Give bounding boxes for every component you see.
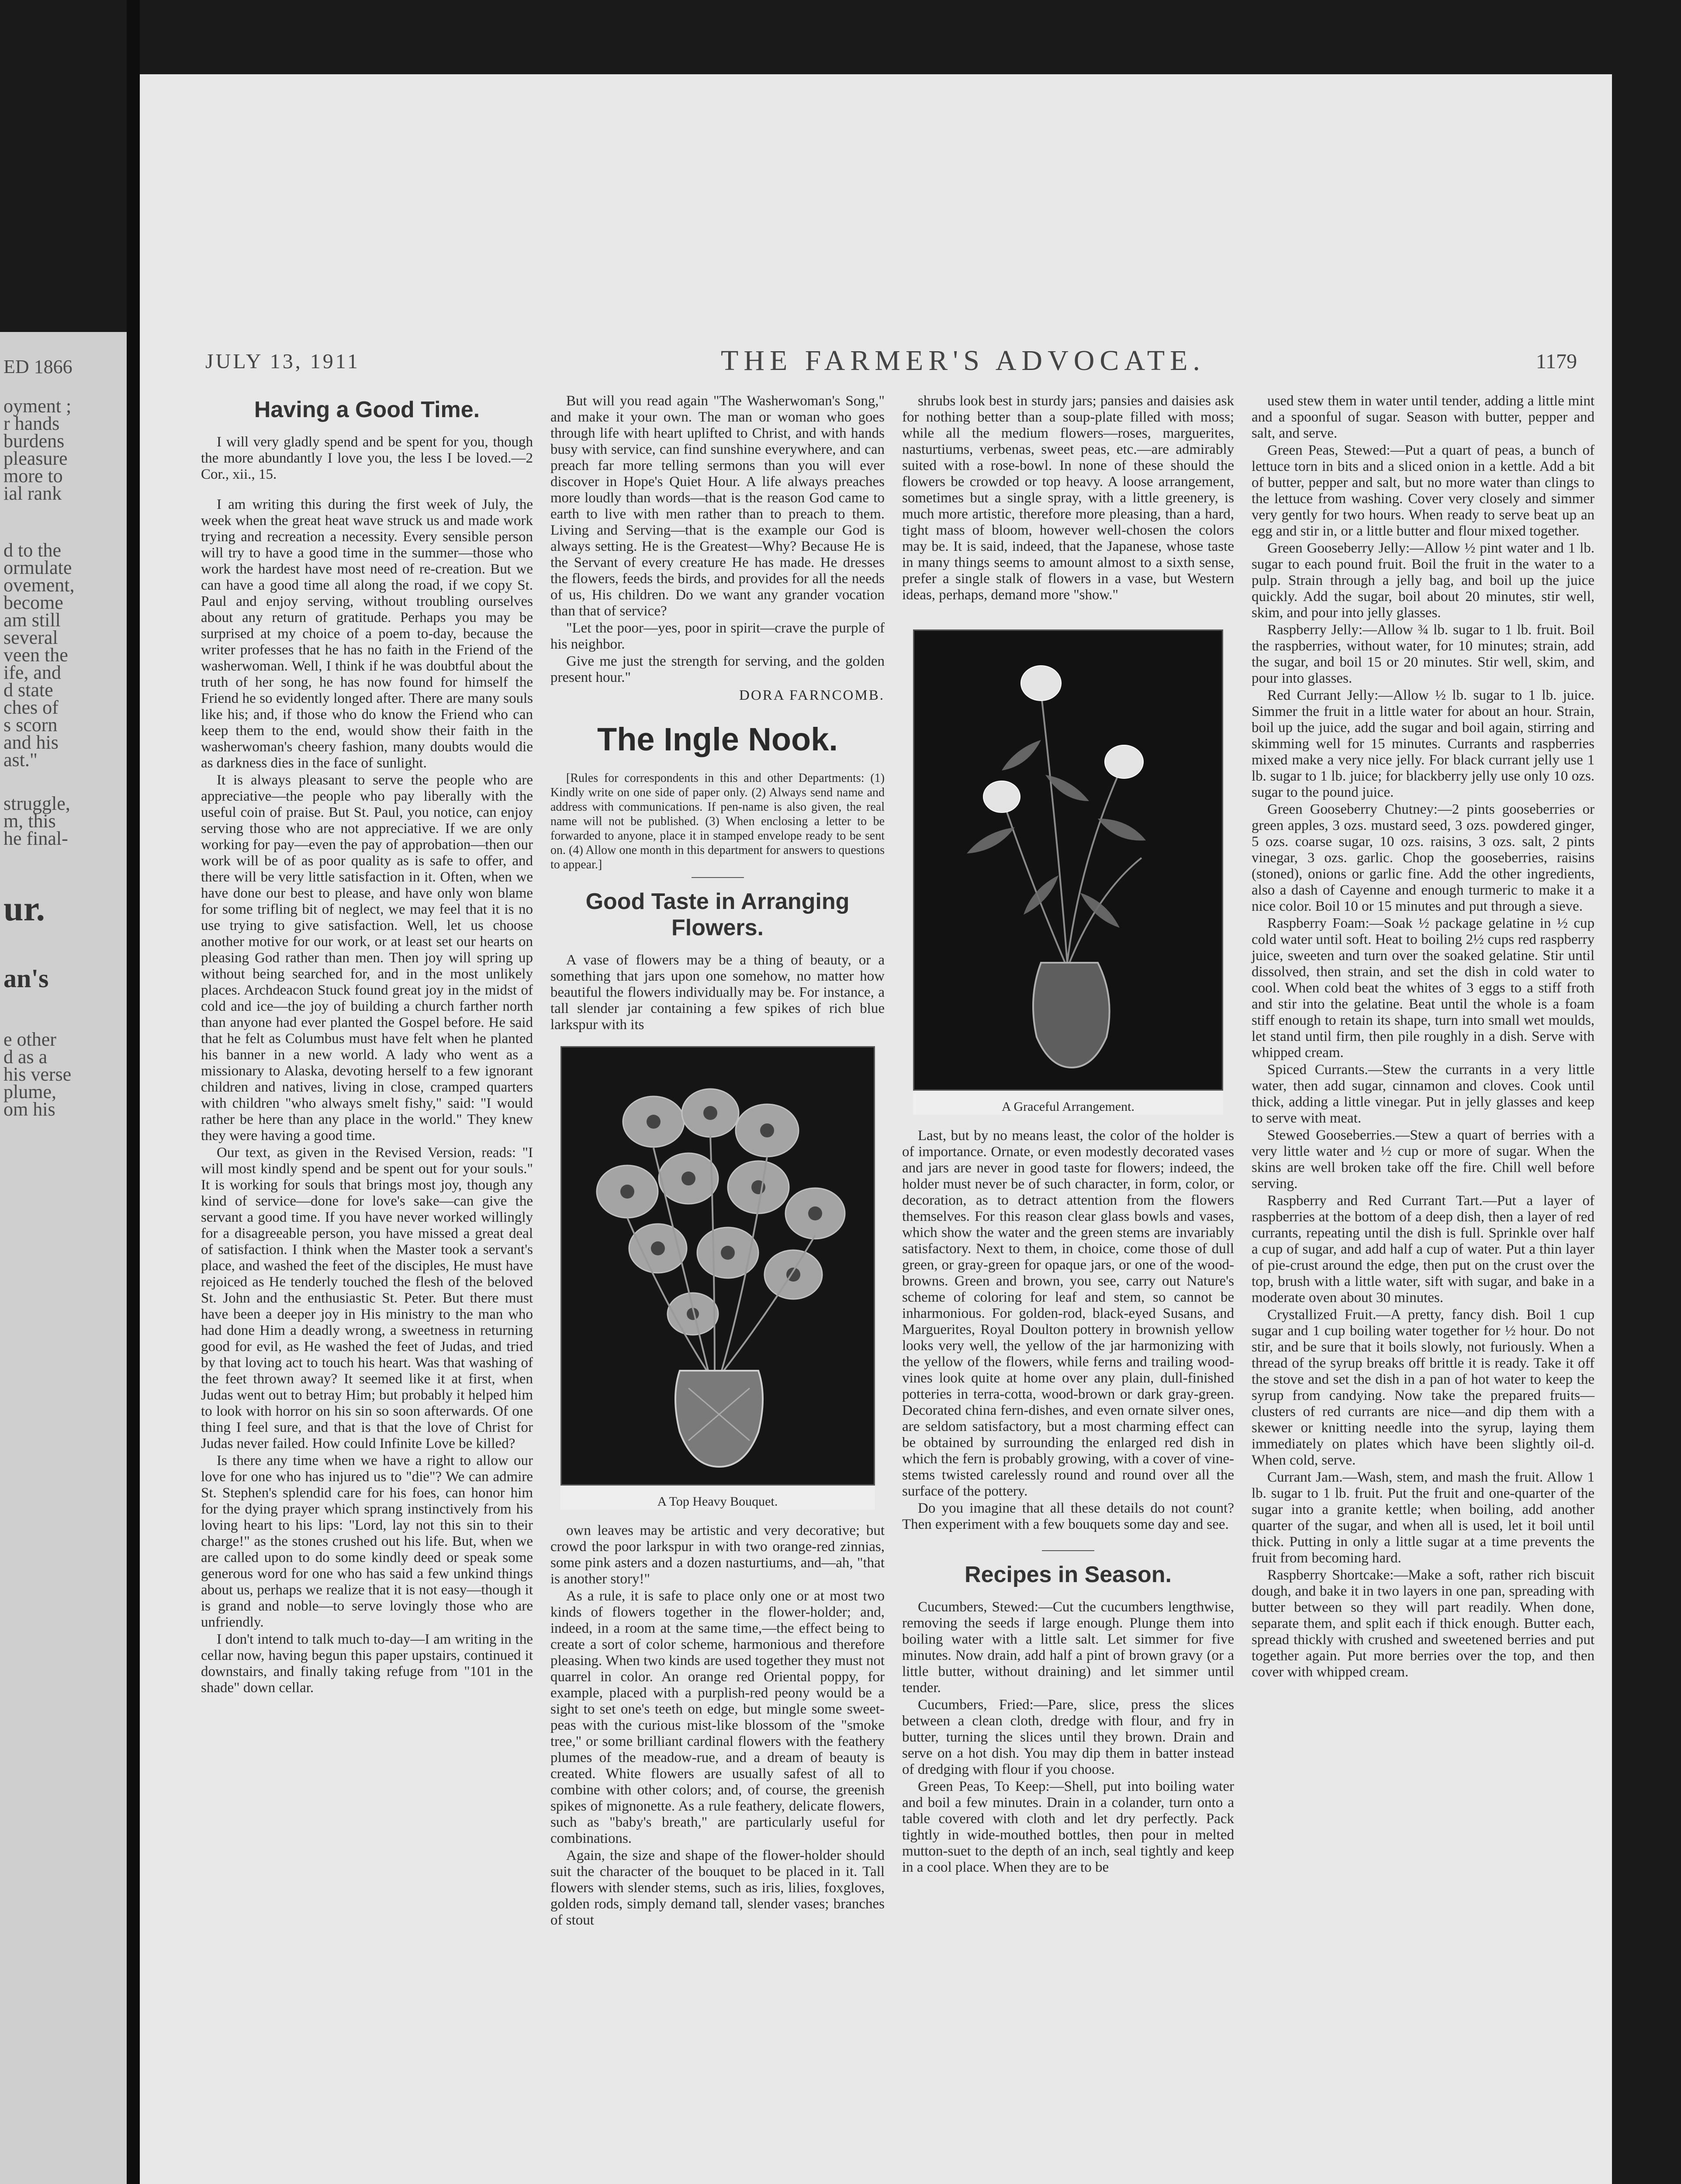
- newspaper-page: [140, 74, 1612, 2184]
- left-text-line: oyment ;: [3, 395, 72, 417]
- left-text-line: d to the: [3, 539, 61, 561]
- poem-line: Give me just the strength for serving, and the golden present hour.": [550, 653, 885, 685]
- left-text-line: and his: [3, 732, 59, 753]
- paragraph: As a rule, it is safe to place only one or at most two kinds of flowers together in the flower-holder; and, indeed, in a room at the same time,—the effect being to create a sort of color scheme, harmonious and therefore pleasing. When two kinds are used together they must not quarrel in color. An orange red Oriental poppy, for example, placed with a purplish-red peony would be a sight to set one's teeth on edge, but mingle some sweet-peas with the curious mist-like blossom of the "smoke tree," or some brilliant cardinal flowers with the feathery plumes of the meadow-rue, and a dream of beauty is created. White flowers are usually safest of all to combine with other colors; and, of course, the greenish spikes of mignonette. As a rule feathery, delicate flowers, such as "baby's breath," are particularly useful for combinations.: [550, 1588, 885, 1846]
- recipe: Raspberry Jelly:—Allow ¾ lb. sugar to 1 lb. fruit. Boil the raspberries, without water, for 10 minutes; strain, add the sugar, and boil 15 or 20 minutes. Stir well, skim, and pour into glasses.: [1252, 622, 1595, 686]
- left-heading: ur.: [3, 888, 45, 928]
- paragraph: I am writing this during the first week of July, the week when the great heat wave struck us and made work trying and recreation a necessity. Every sensible person will try to have a good time in the summer—those who work the hardest have most need of re-creation. But we can have a good time all along the road, if we copy St. Paul and enjoy serving, without troubling ourselves about any return of gratitude. Perhaps you may be surprised at my choice of a poem to-day, because the writer professes that he has no faith in the Friend of the washerwoman. Well, I think if he was doubtful about the truth of her song, he has now found for himself the Friend he so evidently longed after. There are many souls like his; and, if those who do know the Friend who can keep them to the end, would show their faith in the washerwoman's cheery fashion, many doubts would die as darkness dies in the face of sunlight.: [201, 497, 533, 771]
- recipe: Green Peas, To Keep:—Shell, put into boiling water and boil a few minutes. Drain in a colander, turn onto a table covered with cloth and let dry perfectly. Pack tightly in wide-mouthed bottles, then pour in melted mutton-suet to the depth of an inch, seal tightly and keep in a cool place. When they are to be: [902, 1779, 1234, 1875]
- paragraph: Last, but by no means least, the color of the holder is of importance. Ornate, or even modestly decorated vases and jars are never in good taste for flowers; indeed, the holder must never be of such character, in form, color, or decoration, as to detract attention from the flowers themselves. For this reason clear glass bowls and vases, which show the water and the green stems are invariably satisfactory. Next to them, in choice, come those of dull green, or gray-green for opaque jars, or one of the wood-browns. Green and brown, you see, carry out Nature's scheme of coloring for leaf and stem, so cannot be inharmonious. For golden-rod, black-eyed Susans, and Marguerites, Royal Doulton pottery in brownish yellow looks very well, the yellow of the jar harmonizing with the yellow of the flowers, while ferns and trailing wood-vines look quite at home over any plain, dull-finished potteries in terra-cotta, wood-brown or dark gray-green. Decorated china fern-dishes, and even ornate silver ones, are seldom satisfactory, but a most charming effect can be obtained by surrounding the enlarged red dish in which the fern is probably growing, with a cover of vine-stems twisted carelessly round and round over all the surface of the pottery.: [902, 1128, 1234, 1499]
- left-text-line: om his: [3, 1099, 55, 1120]
- paragraph: It is always pleasant to serve the people who are appreciative—the people who pay liberally with the useful coin of praise. But St. Paul, you notice, can enjoy serving those who are not appreciative. If we are only working for pay—even the pay of approbation—then our work will be of as poor quality as is safe to offer, and there will be very little satisfaction in it. Often, when we have done our best to please, and have only won blame for some trifling bit of neglect, we may feel that it is no use trying to give satisfaction. Well, let us choose another motive for our work, or at least set our hearts on pleasing God rather than men. Then joy will spring up without being searched for, and in the most unlikely places. Archdeacon Stuck found great joy in the midst of cold and ice—the joy of building a church farther north than anyone had ever planted the Gospel before. He said that he felt as Columbus must have felt when he planted his banner in a new world. A lady who went as a missionary to Alaska, devoting herself to a few ignorant children and natives, living in close, cramped quarters with children "who always smelt fishy," said: "I would rather be here than any place in the world." They knew they were having a good time.: [201, 772, 533, 1144]
- left-subheading: an's: [3, 964, 49, 993]
- recipe: Green Gooseberry Jelly:—Allow ½ pint water and 1 lb. sugar to each pound fruit. Boil the fruit in the water to a pulp. Strain through a jelly bag, and boil up the juice quickly. Add the sugar, boil about 20 minutes, stir well, skim, and pour into jelly glasses.: [1252, 540, 1595, 621]
- left-text-line: m, this: [3, 810, 56, 832]
- paragraph: Our text, as given in the Revised Version, reads: "I will most kindly spend and be spent out for your souls." It is working for souls that brings most joy, though any kind of service—done for love's sake—can give the servant a good time. If you have never worked willingly for a disagreeable person, you have missed a great deal of satisfaction. I think when the Master took a servant's place, and washed the feet of the disciples, He must have rejoiced as He tenderly touched the flesh of the beloved St. John and the enthusiastic St. Peter. But there must have been a deeper joy in His ministry to the man who had done Him a deadly wrong, a sweetness in returning good for evil, as He washed the feet of Judas, and tried by that loving act to touch his heart. Was that washing of the feet thrown away? It seemed like it at first, when Judas went out to betray Him; but probably it helped him to look with horror on his sin so soon afterwards. Of one thing I feel sure, and that is that the love of Christ for Judas never failed. How could Infinite Love be killed?: [201, 1145, 533, 1451]
- rules-notice: [Rules for correspondents in this and other Departments: (1) Kindly write on one side of paper only. (2) Always send name and address with communications. If pen-name is also given, the real name will not be published. (3) When enclosing a letter to be forwarded to anyone, place it in stamped envelope ready to be sent on. (4) Allow one month in this department for answers to questions to appear.]: [550, 771, 885, 871]
- page-header: [205, 345, 1595, 384]
- paragraph: A vase of flowers may be a thing of beauty, or a something that jars upon one somehow, no matter how beautiful the flowers individually may be. For instance, a tall slender jar containing a few spikes of rich blue larkspur with its: [550, 952, 885, 1033]
- recipe: Raspberry and Red Currant Tart.—Put a layer of raspberries at the bottom of a deep dish, then a layer of red currants, repeating until the dish is full. Sprinkle over half a cup of sugar, and add half a cup of water. Put a thin layer of pie-crust around the edge, then put on the crust over the top, brush with a little water, sift with sugar, and bake in a moderate oven about 30 minutes.: [1252, 1193, 1595, 1306]
- left-text-line: more to: [3, 465, 63, 487]
- author-signature: DORA FARNCOMB.: [739, 688, 885, 703]
- left-text-line: his verse: [3, 1064, 72, 1085]
- arrangement-photo: [913, 629, 1223, 1091]
- left-text-line: ast.": [3, 749, 38, 771]
- figure-caption: A Graceful Arrangement.: [1001, 1099, 1135, 1114]
- paragraph: shrubs look best in sturdy jars; pansies and daisies ask for nothing better than a soup-plate filled with moss; while all the medium flowers—roses, marguerites, nasturtiums, verbenas, sweet peas, etc.—are admirably suited with a rose-bowl. In none of these should the flowers be crowded or top heavy. A loose arrangement, sometimes but a single spray, with a little greenery, is much more artistic, therefore more pleasing, than a hard, tight mass of bloom, however well-chosen the colors may be. It is said, indeed, that the Japanese, whose taste in many things seems to amount almost to a sixth sense, prefer a single stalk of flowers in a vase, but Western ideas, perhaps, demand more "show.": [902, 393, 1234, 603]
- divider: [692, 877, 744, 878]
- left-text-line: plume,: [3, 1081, 56, 1102]
- column-3: [902, 393, 1234, 1876]
- left-text-line: ovement,: [3, 574, 75, 596]
- adjacent-page-fragment: [0, 332, 127, 2184]
- divider: [1042, 1550, 1094, 1551]
- paragraph: Again, the size and shape of the flower-holder should suit the character of the bouquet to be placed in it. Tall flowers with slender stems, such as iris, lilies, foxgloves, golden rods, simply demand tall, slender vases; branches of stout: [550, 1848, 885, 1928]
- figure-top-heavy-bouquet: [560, 1046, 875, 1510]
- recipe: Crystallized Fruit.—A pretty, fancy dish. Boil 1 cup sugar and 1 cup boiling water together for ½ hour. Do not stir, and be sure that it boils slowly, not furiously. When a thread of the syrup breaks off brittle it is ready. Take it off the stove and set the dish in a pan of hot water to keep the syrup from candying. Now take the prepared fruits—clusters of red currants are nice—and dip them with a skewer or knitting needle into the syrup, laying them immediately on plates which have been slightly oil-d. When cold, serve.: [1252, 1307, 1595, 1468]
- paragraph: Do you imagine that all these details do not count? Then experiment with a few bouquets some day and see.: [902, 1500, 1234, 1532]
- recipe: Raspberry Foam:—Soak ½ package gelatine in ½ cup cold water until soft. Heat to boiling 2½ cups red raspberry juice, sweeten and turn over the soaked gelatine. Stir until dissolved, then strain, and set the dish in cold water to cool. When cold beat the whites of 3 eggs to a stiff froth and stir into the gelatine. Beat until the whole is a foam stiff enough to retain its shape, turn into small wet moulds, let stand until firm, then pile roughly in a dish. Serve with whipped cream.: [1252, 916, 1595, 1061]
- left-text-line: e other: [3, 1029, 56, 1050]
- left-text-line: ial rank: [3, 483, 62, 504]
- column-1: [201, 393, 533, 1697]
- bouquet-illustration: [562, 1047, 874, 1484]
- figure-graceful-arrangement: [913, 629, 1223, 1115]
- epigraph: I will very gladly spend and be spent for you, though the more abundantly I love you, the less I be loved.—2 Cor., xii., 15.: [201, 434, 533, 482]
- recipe: Stewed Gooseberries.—Stew a quart of berries with a very little water and ½ cup or more of sugar. When the skins are well broken take off the fire. Chill well before serving.: [1252, 1127, 1595, 1192]
- figure-caption: A Top Heavy Bouquet.: [657, 1494, 778, 1509]
- paragraph: But will you read again "The Washerwoman's Song," and make it your own. The man or woman who goes through life with heart uplifted to Christ, and with hands busy with service, can find sunshine everywhere, and can preach far more telling sermons than you will ever discover in Hope's Quiet Hour. A life always preaches more loudly than words—that is the reason God came to earth to live with men rather than to preach to them. Living and Serving—that is the example our God is always setting. He is the Greatest—Why? Because He is the Servant of every creature He has made. He dresses the flowers, feeds the birds, and provides for all the needs of us, His children. Do we want any grander vocation than that of service?: [550, 393, 885, 619]
- left-text-line: several: [3, 627, 58, 648]
- article-heading: Having a Good Time.: [254, 397, 480, 422]
- poem-line: "Let the poor—yes, poor in spirit—crave the purple of his neighbor.: [550, 620, 885, 652]
- paragraph: Is there any time when we have a right to allow our love for one who has injured us to "die"? We can admire St. Stephen's splendid care for his foes, can honor him for the dying prayer which sprang instinctively from his loving heart to his lips: "Lord, lay not this sin to their charge!" as the stones crushed out his life. But, when we are called upon to do some kindly deed or speak some generous word for one who has said a few unkind things about us, perhaps we realize that it is not easy—though it is grand and noble—to serve lovingly those who are unfriendly.: [201, 1453, 533, 1630]
- column-2: [550, 393, 885, 1929]
- left-text-line: d as a: [3, 1046, 48, 1068]
- recipe: Cucumbers, Stewed:—Cut the cucumbers lengthwise, removing the seeds if large enough. Plunge them into boiling water with a little salt. Let simmer for five minutes. Now drain, add half a pint of brown gravy (or a little butter, without draining) and let simmer until tender.: [902, 1599, 1234, 1696]
- left-text-line: become: [3, 592, 63, 613]
- left-text-line: d state: [3, 679, 53, 701]
- publication-title: THE FARMER'S ADVOCATE.: [721, 345, 1205, 377]
- recipe: Raspberry Shortcake:—Make a soft, rather rich biscuit dough, and bake it in two layers in one pan, spreading with butter between so they will part readily. When done, separate them, and split each if thick enough. Butter each, spread thickly with crushed and sweetened berries and put together again. Put more berries over the top, and then cover with whipped cream.: [1252, 1567, 1595, 1680]
- left-text-line: ormulate: [3, 557, 72, 578]
- article-heading: Recipes in Season.: [965, 1562, 1172, 1587]
- page-gutter: [127, 0, 140, 2184]
- left-text-line: s scorn: [3, 714, 58, 736]
- column-4: [1252, 393, 1595, 1681]
- page-number: 1179: [1536, 350, 1577, 373]
- recipe: Green Gooseberry Chutney:—2 pints gooseberries or green apples, 3 ozs. mustard seed, 3 ozs. powdered ginger, 5 ozs. coarse sugar, 10 ozs. raisins, 3 ozs. salt, 2 pints vinegar, 3 ozs. garlic. Chop the gooseberries, raisins (stoned), onions or garlic fine. Add the other ingredients, also a dash of Cayenne and enough turmeric to make it a nice color. Boil 10 or 15 minutes and put through a sieve.: [1252, 802, 1595, 914]
- recipe: Spiced Currants.—Stew the currants in a very little water, then add sugar, cinnamon and cloves. Cook until thick, adding a little vinegar. Put in jelly glasses and keep to serve with meat.: [1252, 1062, 1595, 1126]
- left-page-header: ED 1866: [3, 356, 73, 377]
- left-text-line: he final-: [3, 828, 68, 849]
- left-text-line: am still: [3, 609, 61, 631]
- bouquet-photo: [560, 1046, 875, 1486]
- recipe: Green Peas, Stewed:—Put a quart of peas, a bunch of lettuce torn in bits and a sliced onion in a kettle. Add a bit of butter, pepper and salt, but no more water than clings to the lettuce from washing. Cover very closely and simmer very gently for two hours. When ready to serve beat up an egg and stir in, or a little butter and flour mixed together.: [1252, 442, 1595, 539]
- left-text-line: ife, and: [3, 662, 61, 683]
- left-text-line: struggle,: [3, 793, 70, 814]
- left-text-line: burdens: [3, 430, 65, 452]
- left-text-line: r hands: [3, 413, 60, 434]
- left-text-line: ches of: [3, 697, 59, 718]
- recipe: Cucumbers, Fried:—Pare, slice, press the slices between a clean cloth, dredge with flour, and fry in butter, turning the slices until they brown. Drain and serve on a hot dish. You may dip them in batter instead of dredging with flour if you choose.: [902, 1697, 1234, 1777]
- recipe: Red Currant Jelly:—Allow ½ lb. sugar to 1 lb. juice. Simmer the fruit in a little water for about an hour. Strain, boil up the juice, add the sugar and boil again, stirring and skimming well for 15 minutes. Currants and raspberries mixed make a very nice jelly. For black currant jelly use 1 lb. sugar to 1 lb. juice; for blackberry jelly use only 10 ozs. sugar to the pound juice.: [1252, 688, 1595, 800]
- paragraph: I don't intend to talk much to-day—I am writing in the cellar now, having begun this paper upstairs, continued it downstairs, and finally taking refuge from "101 in the shade" down cellar.: [201, 1631, 533, 1696]
- issue-date: JULY 13, 1911: [205, 350, 360, 373]
- arrangement-illustration: [914, 631, 1222, 1089]
- left-text-line: veen the: [3, 644, 68, 666]
- article-heading: Good Taste in Arranging Flowers.: [585, 889, 850, 940]
- paragraph: own leaves may be artistic and very decorative; but crowd the poor larkspur in with two orange-red zinnias, some pink asters and a dozen nasturtiums, and—ah, "that is another story!": [550, 1523, 885, 1587]
- recipe: Currant Jam.—Wash, stem, and mash the fruit. Allow 1 lb. sugar to 1 lb. fruit. Put the fruit and one-quarter of the sugar into a granite kettle; when boiling, add another quarter of the sugar, and when all is used, let it boil until thick. Putting in only a little sugar at a time prevents the fruit from becoming hard.: [1252, 1469, 1595, 1566]
- left-text-line: pleasure: [3, 448, 68, 469]
- recipe: used stew them in water until tender, adding a little mint and a spoonful of sugar. Season with butter, pepper and salt, and serve.: [1252, 393, 1595, 441]
- section-heading: The Ingle Nook.: [597, 721, 838, 757]
